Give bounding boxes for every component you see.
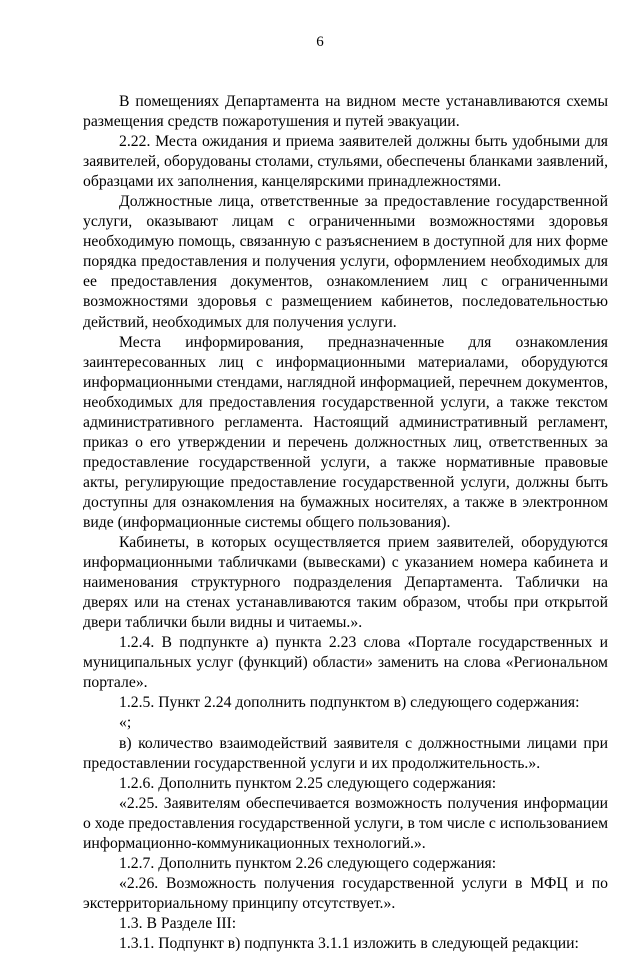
paragraph-4: Места информирования, предназначенные для ознакомления заинтересованных лиц с информационными материалами, оборудуются информационными стендами, наглядной информацией, перечнем документов, необходимых для предоставления государственной услуги, а также текстом административного регламента. Настоящий административный регламент, приказ о его утверждении и перечень должностных лиц, ответственных за предоставление государственной услуги, а также нормативные правовые акты, регулирующие предоставление государственной услуги, должны быть доступны для ознакомления на бумажных носителях, а также в электронном виде (информационные системы общего пользования).: [83, 333, 608, 531]
paragraph-12: 1.2.7. Дополнить пунктом 2.26 следующего содержания:: [119, 854, 497, 872]
paragraph-2: 2.22. Места ожидания и приема заявителей должны быть удобными для заявителей, оборудованы столами, стульями, обеспечены бланками заявлений, образцами их заполнения, канцелярскими принадлежностями.: [83, 133, 608, 191]
document-body: [83, 92, 608, 954]
paragraph-9: в) количество взаимодействий заявителя с должностными лицами при предоставлении государственной услуги и их продолжительность.».: [83, 734, 608, 772]
paragraph-7: 1.2.5. Пункт 2.24 дополнить подпунктом в) следующего содержания:: [119, 694, 580, 712]
paragraph-10: 1.2.6. Дополнить пунктом 2.25 следующего содержания:: [119, 774, 497, 792]
paragraph-13: «2.26. Возможность получения государственной услуги в МФЦ и по экстерриториальному принципу отсутствует.».: [83, 874, 608, 912]
paragraph-11: «2.25. Заявителям обеспечивается возможность получения информации о ходе предоставления государственной услуги, в том числе с использованием информационно-коммуникационных технологий.».: [83, 794, 608, 852]
paragraph-8: «;: [119, 714, 132, 732]
page-number: 6: [316, 34, 324, 50]
paragraph-15: 1.3.1. Подпункт в) подпункта 3.1.1 изложить в следующей редакции:: [119, 934, 579, 952]
paragraph-3: Должностные лица, ответственные за предоставление государственной услуги, оказывают лицам с ограниченными возможностями здоровья необходимую помощь, связанную с разъяснением в доступной для них форме порядка предоставления и получения услуги, оформлением необходимых для ее предоставления документов, ознакомлением лиц с ограниченными возможностями здоровья с размещением кабинетов, последовательностью действий, необходимых для получения услуги.: [83, 193, 608, 331]
paragraph-5: Кабинеты, в которых осуществляется прием заявителей, оборудуются информационными табличками (вывесками) с указанием номера кабинета и наименования структурного подразделения Департамента. Таблички на дверях или на стенах устанавливаются таким образом, чтобы при открытой двери таблички были видны и читаемы.».: [83, 534, 608, 632]
paragraph-14: 1.3. В Разделе III:: [119, 914, 237, 932]
paragraph-6: 1.2.4. В подпункте а) пункта 2.23 слова «Портале государственных и муниципальных услуг (функций) области» заменить на слова «Региональном портале».: [83, 634, 608, 692]
paragraph-1: В помещениях Департамента на видном месте устанавливаются схемы размещения средств пожаротушения и путей эвакуации.: [83, 93, 608, 131]
